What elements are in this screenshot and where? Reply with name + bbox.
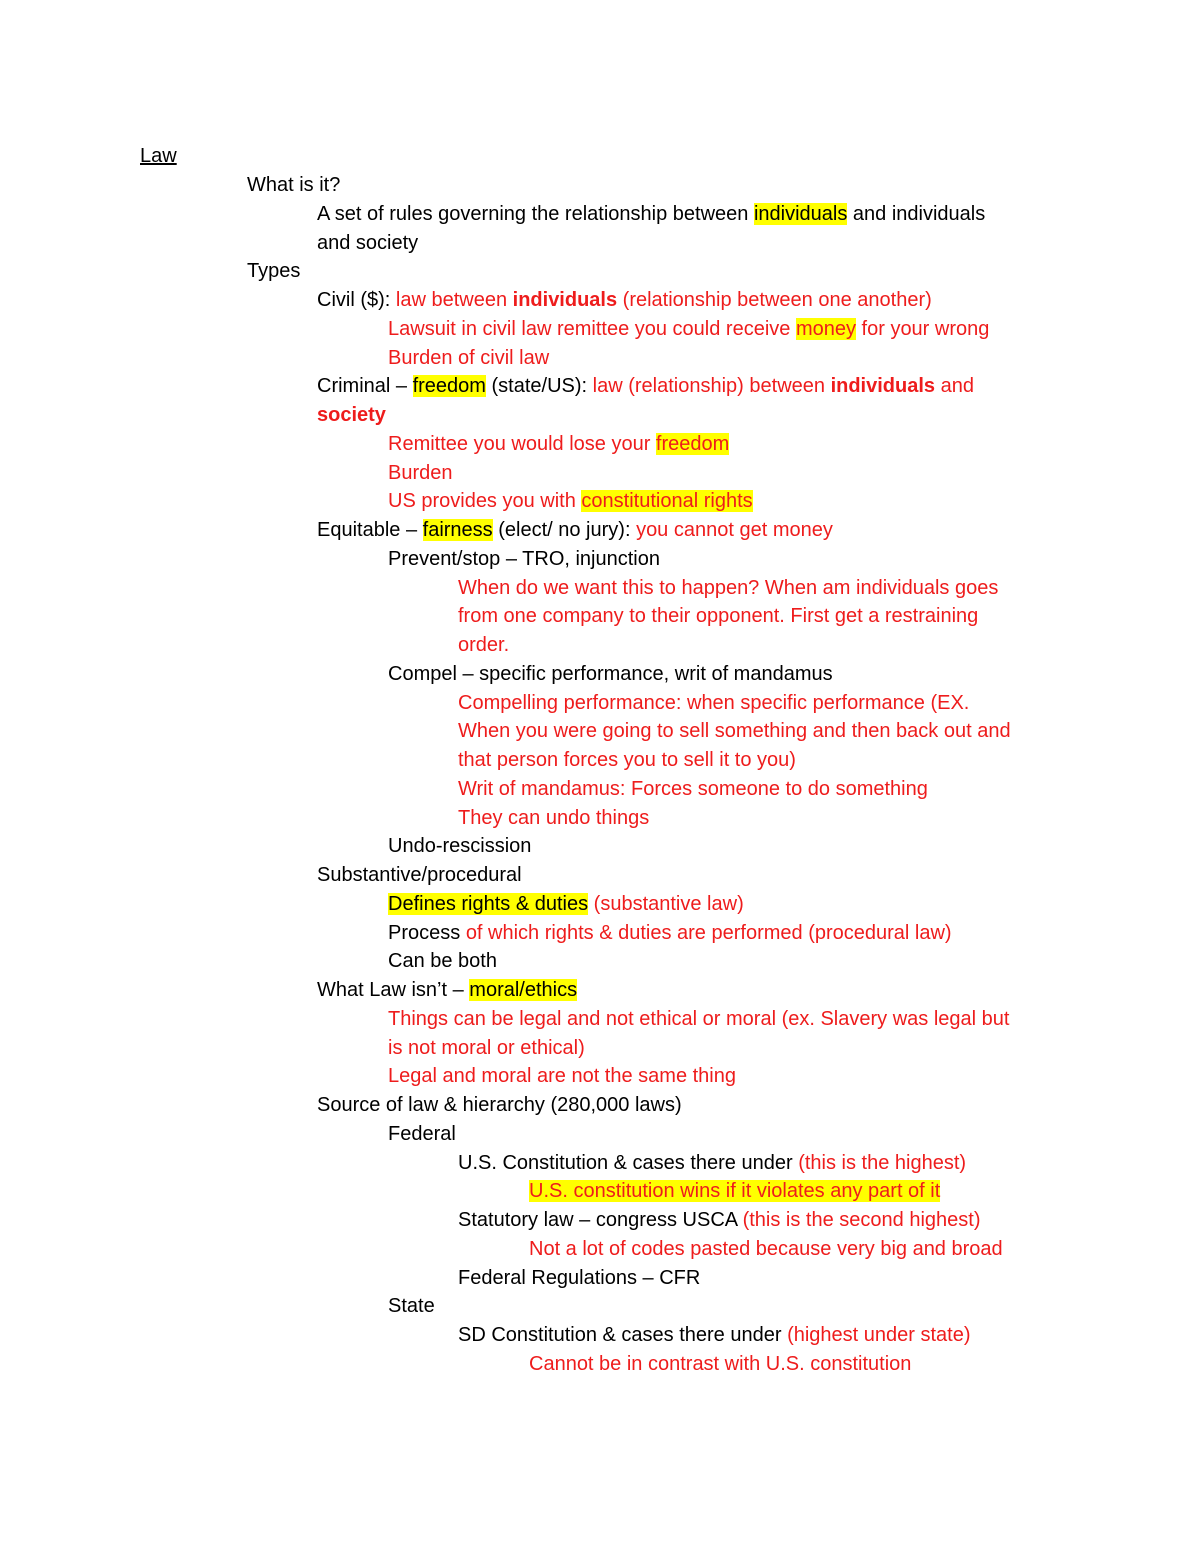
text-segment: and society xyxy=(317,231,419,254)
line-text xyxy=(317,229,418,258)
highlighted-text: moral/ethics xyxy=(469,979,578,1001)
line-text xyxy=(388,459,453,488)
text-segment: (elect/ no jury): xyxy=(492,519,637,541)
text-segment: Burden xyxy=(388,461,453,484)
highlighted-text: money xyxy=(795,317,856,340)
line-text xyxy=(458,746,796,775)
text-segment: Burden of civil law xyxy=(388,346,550,369)
text-segment: Legal and moral are not the same thing xyxy=(388,1065,736,1088)
line-text xyxy=(317,516,833,545)
line-text xyxy=(458,631,509,660)
line-text xyxy=(458,1264,700,1293)
text-segment: Source of law & hierarchy (280,000 laws) xyxy=(317,1094,682,1116)
line-text xyxy=(388,487,753,516)
line-text xyxy=(317,1091,682,1120)
line-text xyxy=(388,1005,1009,1034)
text-segment: Compelling performance: when specific performance (EX. xyxy=(458,691,970,714)
highlighted-text: fairness xyxy=(422,519,493,541)
line-text xyxy=(529,1350,911,1379)
line-text xyxy=(529,1235,1003,1264)
highlighted-text: freedom xyxy=(655,432,730,455)
text-segment: Undo-rescission xyxy=(388,835,532,858)
text-segment: U.S. Constitution & cases there under xyxy=(458,1151,799,1174)
text-segment: (this is the second highest) xyxy=(742,1209,981,1231)
line-text xyxy=(388,947,497,976)
line-text xyxy=(317,861,522,890)
text-segment: order. xyxy=(458,634,510,656)
text-segment: Things can be legal and not ethical or moral (ex. Slavery was legal but xyxy=(388,1007,1010,1030)
text-segment: (substantive law) xyxy=(588,892,744,915)
document-title: Law xyxy=(140,145,177,167)
text-segment: and xyxy=(935,375,974,398)
line-text xyxy=(247,171,340,200)
text-segment: Cannot be in contrast with U.S. constitution xyxy=(529,1352,912,1375)
text-segment: SD Constitution & cases there under xyxy=(458,1324,788,1346)
line-text xyxy=(388,1034,585,1063)
text-segment: (highest under state) xyxy=(787,1324,971,1346)
line-text xyxy=(458,1321,971,1350)
text-segment: Equitable – xyxy=(317,519,423,541)
text-segment: Types xyxy=(247,260,301,283)
line-text xyxy=(458,775,928,804)
line-text xyxy=(458,574,998,603)
line-text xyxy=(388,344,549,373)
highlighted-text: U.S. constitution wins if it violates any part of it xyxy=(529,1180,941,1203)
line-text xyxy=(458,1206,980,1235)
text-segment: law (relationship) between xyxy=(592,375,831,398)
text-segment: individuals xyxy=(830,375,936,398)
highlighted-text: Defines rights & duties xyxy=(388,892,589,915)
highlighted-text: freedom xyxy=(412,375,486,398)
line-text xyxy=(317,401,386,430)
line-text xyxy=(388,545,660,574)
text-segment: from one company to their opponent. First get a restraining xyxy=(458,605,979,628)
text-segment: and individuals xyxy=(847,202,986,225)
line-text xyxy=(458,1149,966,1178)
line-text xyxy=(458,689,969,718)
line-text xyxy=(317,372,974,401)
text-segment: (this is the highest) xyxy=(798,1151,967,1174)
line-text xyxy=(388,919,952,948)
line-text xyxy=(388,1120,456,1149)
text-segment: Federal Regulations – CFR xyxy=(458,1266,701,1289)
line-text xyxy=(458,602,978,631)
text-segment: Lawsuit in civil law remittee you could receive xyxy=(388,317,796,340)
line-text xyxy=(247,257,300,286)
line-text xyxy=(388,890,744,919)
text-segment: you cannot get money xyxy=(636,519,833,541)
line-text xyxy=(388,832,531,861)
text-segment: A set of rules governing the relationship between xyxy=(317,202,754,225)
highlighted-text: constitutional rights xyxy=(581,490,753,513)
text-segment: When do we want this to happen? When am individuals goes xyxy=(458,576,999,599)
text-segment: (state/US): xyxy=(485,375,593,398)
text-segment: Civil ($): xyxy=(317,289,396,311)
line-text xyxy=(388,430,729,459)
line-text xyxy=(317,976,577,1005)
text-segment: Criminal – xyxy=(317,375,413,398)
text-segment: individuals xyxy=(512,289,618,311)
text-segment: is not moral or ethical) xyxy=(388,1036,585,1059)
line-text xyxy=(388,315,989,344)
text-segment: of which rights & duties are performed (procedural law) xyxy=(465,921,952,944)
text-segment: What is it? xyxy=(247,174,341,196)
text-segment: State xyxy=(388,1295,435,1318)
text-segment: that person forces you to sell it to you) xyxy=(458,749,796,771)
text-segment: Process xyxy=(388,921,466,944)
text-segment: They can undo things xyxy=(458,806,650,829)
text-segment: Statutory law – congress USCA xyxy=(458,1209,743,1231)
text-segment: Compel – specific performance, writ of mandamus xyxy=(388,662,833,685)
text-segment: society xyxy=(317,404,386,426)
line-text xyxy=(458,804,649,833)
line-text xyxy=(529,1177,940,1206)
line-text xyxy=(388,1062,736,1091)
text-segment: Not a lot of codes pasted because very big and broad xyxy=(529,1237,1003,1260)
text-segment: Can be both xyxy=(388,950,497,973)
text-segment: What Law isn’t – xyxy=(317,979,470,1001)
text-segment: When you were going to sell something and then back out and xyxy=(458,720,1011,743)
text-segment: Federal xyxy=(388,1122,456,1145)
text-segment: (relationship between one another) xyxy=(617,289,932,311)
line-text xyxy=(458,717,1011,746)
text-segment: US provides you with xyxy=(388,490,582,513)
highlighted-text: individuals xyxy=(753,202,848,225)
text-segment: for your wrong xyxy=(855,317,990,340)
line-text xyxy=(317,286,932,315)
text-segment: Writ of mandamus: Forces someone to do something xyxy=(458,777,928,800)
text-segment: Remittee you would lose your xyxy=(388,432,656,455)
line-text xyxy=(388,1292,435,1321)
line-text xyxy=(317,200,985,229)
text-segment: law between xyxy=(395,289,513,311)
text-segment: Substantive/procedural xyxy=(317,864,522,886)
line-text xyxy=(388,660,833,689)
text-segment: Prevent/stop – TRO, injunction xyxy=(388,547,660,570)
